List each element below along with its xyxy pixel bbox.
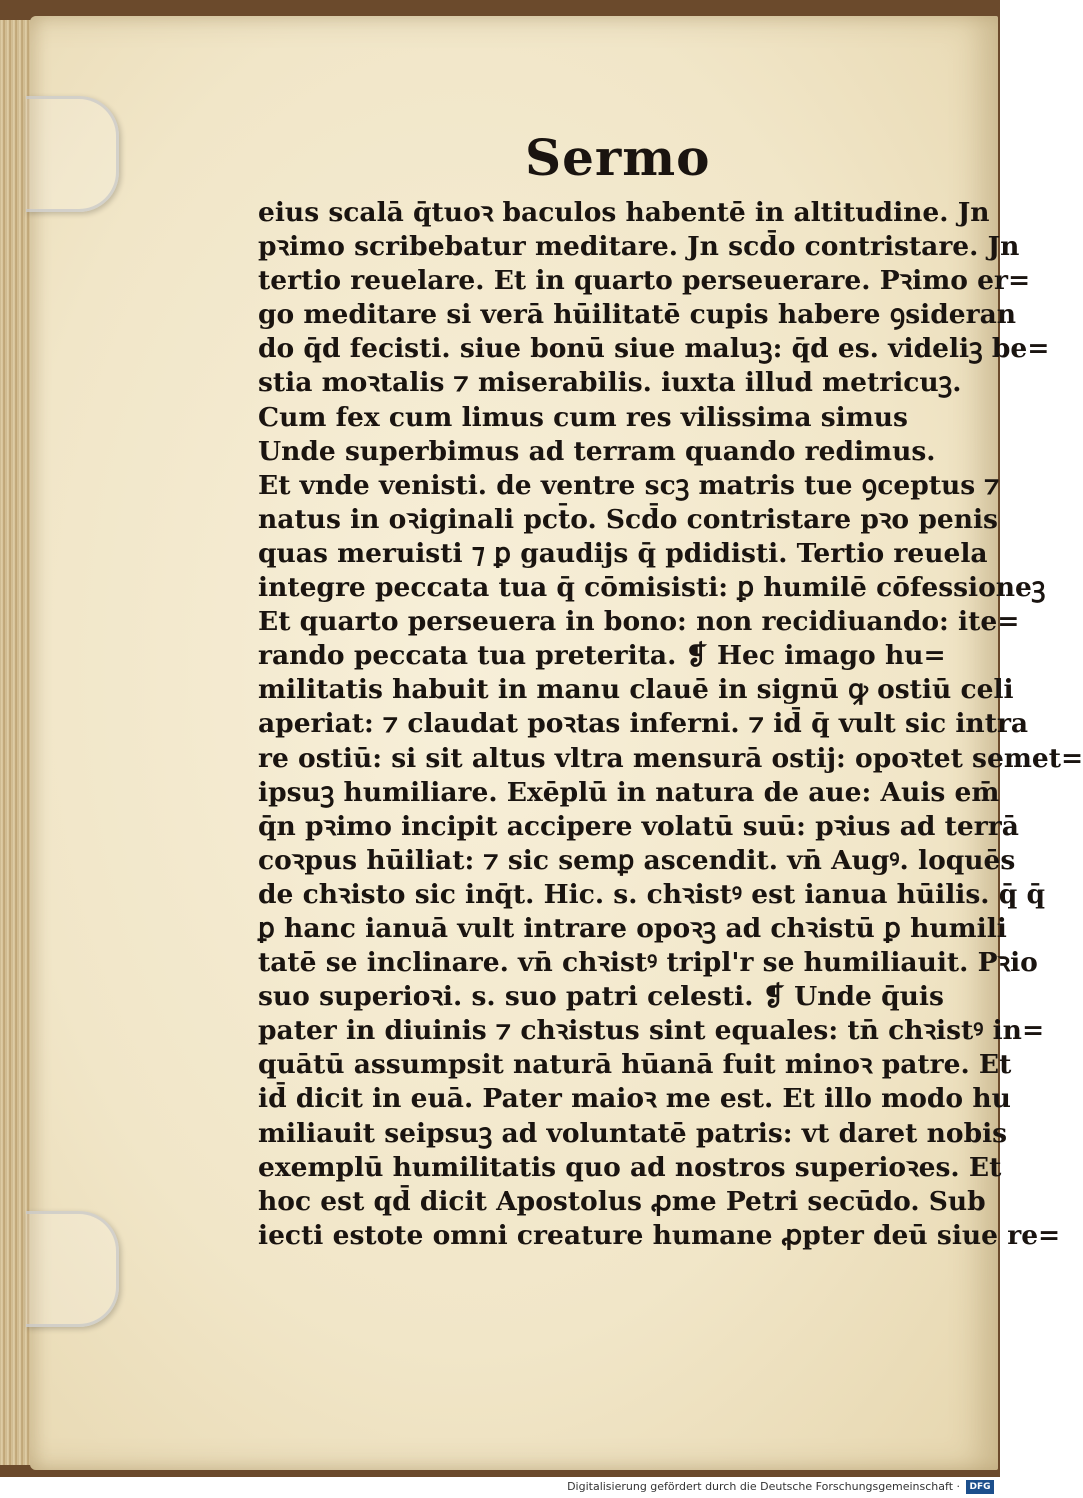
- text-line: Cum fex cum limus cum res vilissima simus: [258, 401, 908, 433]
- text-line: integre peccata tua q̄ cōmisisti: ꝑ humilē cōfessioneꝫ: [258, 572, 1046, 604]
- text-line: exemplū humilitatis quo ad nostros superioꝛes. Et: [258, 1151, 1002, 1183]
- text-line: Et quarto perseuera in bono: non recidiuando: ite=: [258, 606, 1020, 638]
- text-line: pꝛimo scribebatur meditare. Jn scd̄o contristare. Jn: [258, 231, 1020, 263]
- text-line: rando peccata tua preterita. ❡ Hec imago hu=: [258, 640, 946, 672]
- funding-credit: Digitalisierung gefördert durch die Deutsche Forschungsgemeinschaft ·: [567, 1480, 960, 1493]
- text-line: tertio reuelare. Et in quarto perseuerare. Pꝛimo er=: [258, 265, 1031, 297]
- running-heading: Sermo: [525, 128, 711, 187]
- text-line: miliauit seipsuꝫ ad voluntatē patris: vt daret nobis: [258, 1117, 1008, 1149]
- text-line: quātū assumpsit naturā hūanā fuit minoꝛ patre. Et: [258, 1049, 1012, 1081]
- text-line: pater in diuinis ⁊ chꝛistus sint equales: tn̄ chꝛistꝰ in=: [258, 1015, 1045, 1047]
- body-text: [258, 196, 1083, 1253]
- text-line: militatis habuit in manu clauē in signū ꝙ ostiū celi: [258, 674, 1014, 706]
- text-line: Et vnde venisti. de ventre scꝫ matris tue ꝯceptus ⁊: [258, 469, 1000, 501]
- text-line: quas meruisti ⁊ ꝑ gaudijs q̄ pdidisti. Tertio reuela: [258, 537, 988, 569]
- page-clip-bottom: [26, 1211, 119, 1327]
- text-line: coꝛpus hūiliat: ⁊ sic semꝑ ascendit. vn̄ Augꝰ. loquēs: [258, 844, 1016, 876]
- dfg-logo: DFG: [966, 1480, 994, 1494]
- text-line: go meditare si verā hūilitatē cupis habere ꝯsideran: [258, 299, 1017, 331]
- page-clip-top: [26, 96, 119, 212]
- text-line: q̄n pꝛimo incipit accipere volatū suū: pꝛius ad terrā: [258, 810, 1019, 842]
- digitization-footer: [0, 1477, 1000, 1498]
- text-line: natus in oꝛiginali pct̄o. Scd̄o contristare pꝛo penis: [258, 503, 998, 535]
- text-line: suo superioꝛi. s. suo patri celesti. ❡ Unde q̄uis: [258, 981, 944, 1013]
- text-line: re ostiū: si sit altus vltra mensurā ostij: opoꝛtet semet=: [258, 742, 1083, 774]
- text-line: aperiat: ⁊ claudat poꝛtas inferni. ⁊ id̄ q̄ vult sic intra: [258, 708, 1029, 740]
- text-line: iecti estote omni creature humane ꝓpter deū siue re=: [258, 1219, 1061, 1251]
- text-line: Unde superbimus ad terram quando redimus.: [258, 435, 936, 467]
- text-line: de chꝛisto sic inq̄t. Hic. s. chꝛistꝰ est ianua hūilis. q̄ q̄: [258, 878, 1046, 910]
- text-line: hoc est qd̄ dicit Apostolus ꝓme Petri secūdo. Sub: [258, 1185, 986, 1217]
- text-line: ipsuꝫ humiliare. Exēplū in natura de aue: Auis em̄: [258, 776, 1000, 808]
- text-line: eius scalā q̄tuoꝛ baculos habentē in altitudine. Jn: [258, 197, 990, 228]
- text-line: stia moꝛtalis ⁊ miserabilis. iuxta illud metricuꝫ.: [258, 367, 962, 399]
- text-line: tatē se inclinare. vn̄ chꝛistꝰ tripl'r se humiliauit. Pꝛio: [258, 947, 1038, 979]
- text-line: ꝑ hanc ianuā vult intrare opoꝛꝫ ad chꝛistū ꝑ humili: [258, 912, 1007, 944]
- text-line: do q̄d fecisti. siue bonū siue maluꝫ: q̄d es. videliꝫ be=: [258, 333, 1050, 365]
- text-line: id̄ dicit in euā. Pater maioꝛ me est. Et illo modo hu: [258, 1083, 1011, 1115]
